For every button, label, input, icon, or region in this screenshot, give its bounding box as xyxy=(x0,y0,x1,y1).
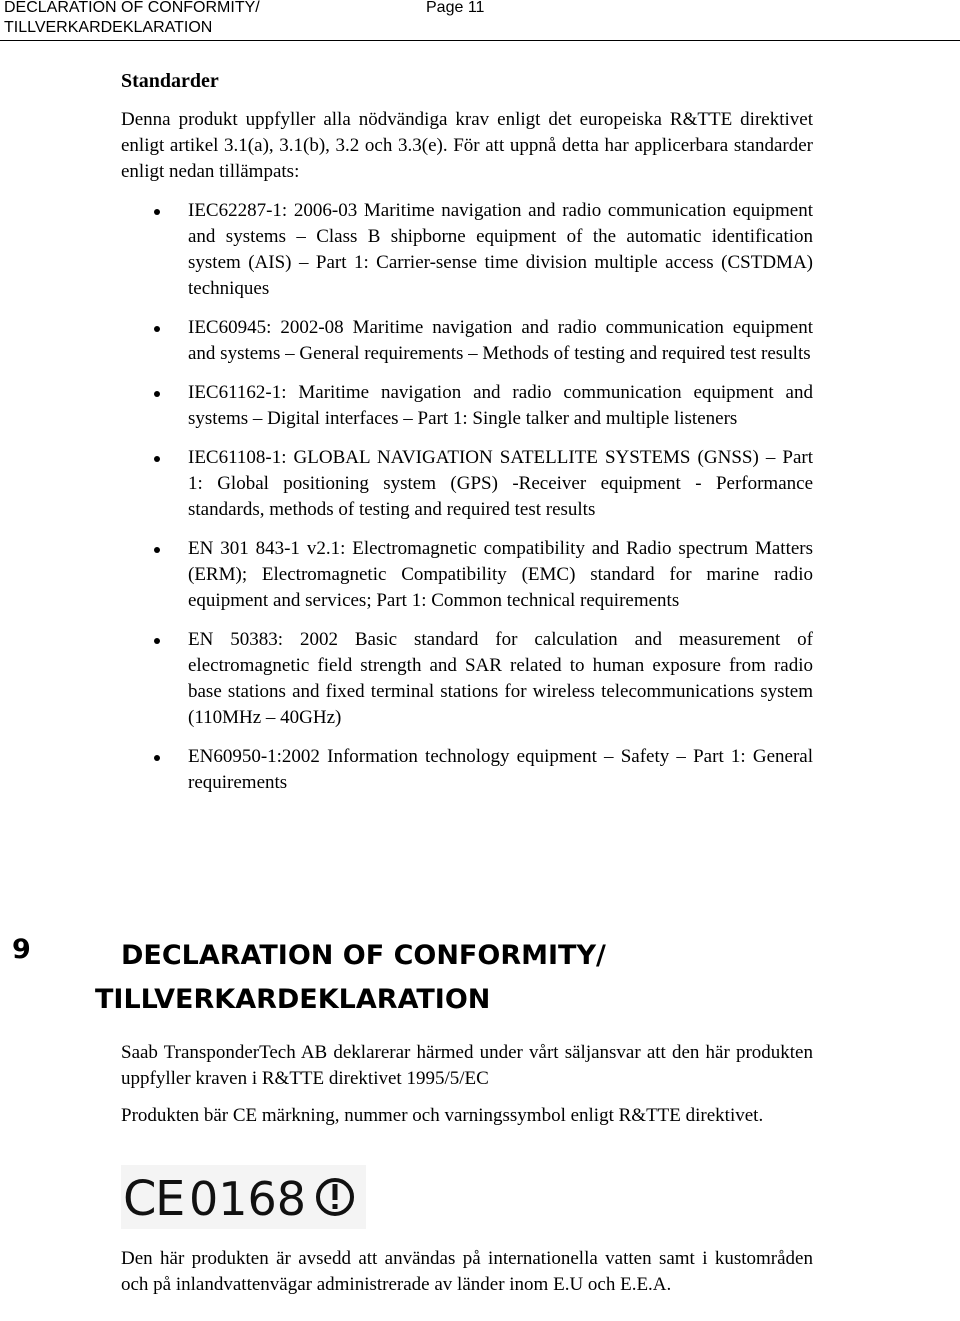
bullet-icon xyxy=(154,456,160,462)
list-item: IEC61108-1: GLOBAL NAVIGATION SATELLITE SYSTEMS (GNSS) – Part 1: Global positioning system (GPS) -Receiver equipment - Performance standards, methods of testing and required test results xyxy=(121,445,813,523)
bullet-icon xyxy=(154,547,160,553)
bullet-icon xyxy=(154,209,160,215)
svg-text:E: E xyxy=(155,1171,186,1227)
section-title-line2: TILLVERKARDEKLARATION xyxy=(95,984,491,1015)
header-title-line1: DECLARATION OF CONFORMITY/ xyxy=(4,0,260,16)
svg-text:C: C xyxy=(123,1171,157,1227)
usage-paragraph: Den här produkten är avsedd att användas på internationella vatten samt i kustområden och på inlandvattenvägar administrerade av länder inom E.U och E.E.A. xyxy=(121,1248,813,1295)
list-item: IEC60945: 2002-08 Maritime navigation and radio communication equipment and systems – General requirements – Methods of testing and required test results xyxy=(121,315,813,367)
standards-list xyxy=(121,198,813,809)
bullet-icon xyxy=(154,391,160,397)
svg-text:0168: 0168 xyxy=(189,1172,307,1226)
page-number: Page 11 xyxy=(426,0,485,16)
list-item: IEC62287-1: 2006-03 Maritime navigation and radio communication equipment and systems – Class B shipborne equipment of the automatic identification system (AIS) – Part 1: Carrier-sense time division multiple access (CSTDMA) techniques xyxy=(121,198,813,302)
list-item: EN 301 843-1 v2.1: Electromagnetic compatibility and Radio spectrum Matters (ERM); Electromagnetic Compatibility (EMC) standard for marine radio equipment and services; Part 1: Common technical requirements xyxy=(121,536,813,614)
standarder-intro: Denna produkt uppfyller alla nödvändiga krav enligt det europeiska R&TTE direktivet enligt artikel 3.1(a), 3.1(b), 3.2 och 3.3(e). För att uppnå detta har applicerbara standarder enligt nedan tillämpats: xyxy=(121,109,813,182)
section-number: 9 xyxy=(12,934,31,965)
page-header xyxy=(0,0,960,41)
section-title xyxy=(95,934,795,1022)
bullet-icon xyxy=(154,638,160,644)
list-item: EN60950-1:2002 Information technology equipment – Safety – Part 1: General requirements xyxy=(121,744,813,796)
standarder-heading: Standarder xyxy=(121,70,219,92)
ce-marking-logo xyxy=(121,1165,366,1229)
section-title-line1: DECLARATION OF CONFORMITY/ xyxy=(121,940,606,971)
bullet-icon xyxy=(154,755,160,761)
ce-marking-paragraph: Produkten bär CE märkning, nummer och varningssymbol enligt R&TTE direktivet. xyxy=(121,1105,764,1126)
list-item: IEC61162-1: Maritime navigation and radio communication equipment and systems – Digital interfaces – Part 1: Single talker and multiple listeners xyxy=(121,380,813,432)
list-item: EN 50383: 2002 Basic standard for calculation and measurement of electromagnetic field strength and SAR related to human exposure from radio base stations and fixed terminal stations for wireless telecommunications system (110MHz – 40GHz) xyxy=(121,627,813,731)
declaration-paragraph: Saab TransponderTech AB deklarerar härmed under vårt säljansvar att den här produkten uppfyller kraven i R&TTE direktivet 1995/5/EC xyxy=(121,1042,813,1089)
header-title xyxy=(4,0,260,38)
header-title-line2: TILLVERKARDEKLARATION xyxy=(4,19,213,36)
ce-0168-warning-icon xyxy=(121,1165,366,1229)
bullet-icon xyxy=(154,326,160,332)
